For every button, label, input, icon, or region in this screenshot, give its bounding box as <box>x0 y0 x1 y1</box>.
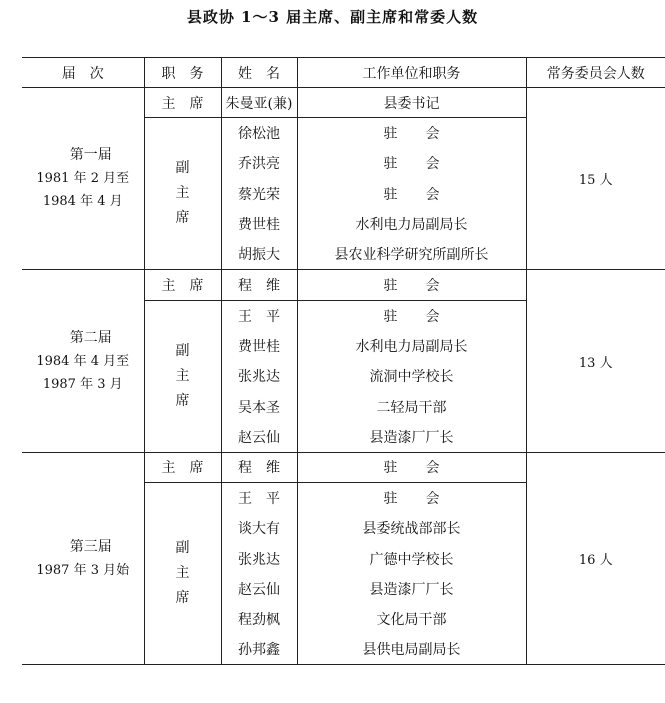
vice-chair-unit: 县委统战部部长 <box>297 513 526 543</box>
table-row <box>22 88 665 118</box>
chair-title: 主 席 <box>144 452 221 482</box>
vice-title-char: 席 <box>175 210 190 227</box>
vice-chair-unit: 水利电力局副局长 <box>297 331 526 361</box>
vice-chair-unit: 水利电力局副局长 <box>297 209 526 239</box>
term-cell <box>22 270 144 452</box>
term-period-start: 1987 年 3 月始 <box>36 562 130 578</box>
term-label: 第一届 <box>69 147 112 164</box>
vice-chair-unit: 文化局干部 <box>297 604 526 634</box>
header-count: 常务委员会人数 <box>526 58 665 88</box>
vice-chair-unit: 县造漆厂厂长 <box>297 422 526 452</box>
chair-title: 主 席 <box>144 88 221 118</box>
vice-chair-name: 王 平 <box>221 300 297 330</box>
vice-chair-name: 孙邦鑫 <box>221 635 297 665</box>
vice-chair-unit: 二轻局干部 <box>297 391 526 421</box>
chair-name: 程 维 <box>221 452 297 482</box>
vice-chair-name: 徐松池 <box>221 118 297 148</box>
vice-chair-name: 程劲枫 <box>221 604 297 634</box>
vice-chair-name: 胡振大 <box>221 239 297 269</box>
vice-chair-unit: 驻 会 <box>297 118 526 148</box>
header-unit: 工作单位和职务 <box>297 58 526 88</box>
vice-chair-unit: 县农业科学研究所副所长 <box>297 239 526 269</box>
term-label: 第二届 <box>69 329 112 346</box>
vice-chair-name: 乔洪亮 <box>221 148 297 178</box>
vice-chair-name: 张兆达 <box>221 543 297 573</box>
committee-count: 15 人 <box>526 88 665 270</box>
vice-chair-unit: 驻 会 <box>297 148 526 178</box>
vice-chair-name: 王 平 <box>221 483 297 513</box>
vice-chair-unit: 县造漆厂厂长 <box>297 574 526 604</box>
header-row <box>22 58 665 88</box>
term-period-start: 1981 年 2 月至 <box>36 171 130 187</box>
term-period-start: 1984 年 4 月至 <box>36 353 130 369</box>
header-position: 职 务 <box>144 58 221 88</box>
vice-chair-name: 谈大有 <box>221 513 297 543</box>
page-title: 县政协 1～3 届主席、副主席和常委人数 <box>186 8 479 26</box>
chair-unit: 县委书记 <box>297 88 526 118</box>
term-label: 第三届 <box>69 538 112 555</box>
term-group-1 <box>22 88 665 270</box>
chair-name: 程 维 <box>221 270 297 300</box>
chair-unit: 驻 会 <box>297 270 526 300</box>
term-period-end: 1984 年 4 月 <box>42 194 123 210</box>
vice-title-char: 席 <box>175 392 190 409</box>
committee-count: 16 人 <box>526 452 665 665</box>
vice-title-char: 席 <box>175 590 190 607</box>
chair-name: 朱曼亚(兼) <box>221 88 297 118</box>
vice-title-char: 副 <box>175 342 190 359</box>
committee-count: 13 人 <box>526 270 665 452</box>
vice-chair-title <box>144 300 221 452</box>
vice-chair-name: 费世桂 <box>221 209 297 239</box>
vice-chair-title <box>144 483 221 665</box>
vice-chair-name: 蔡光荣 <box>221 179 297 209</box>
vice-chair-name: 费世桂 <box>221 331 297 361</box>
vice-title-char: 副 <box>175 160 190 177</box>
vice-chair-unit: 驻 会 <box>297 483 526 513</box>
term-period-end: 1987 年 3 月 <box>42 376 123 392</box>
table-row <box>22 452 665 482</box>
committee-table <box>22 57 665 665</box>
vice-title-char: 主 <box>175 185 190 202</box>
vice-chair-unit: 驻 会 <box>297 179 526 209</box>
header-name: 姓 名 <box>221 58 297 88</box>
table-row <box>22 270 665 300</box>
vice-chair-unit: 广德中学校长 <box>297 543 526 573</box>
vice-chair-name: 张兆达 <box>221 361 297 391</box>
chair-title: 主 席 <box>144 270 221 300</box>
vice-chair-name: 赵云仙 <box>221 574 297 604</box>
term-group-2 <box>22 270 665 452</box>
term-group-3 <box>22 452 665 665</box>
vice-title-char: 主 <box>175 367 190 384</box>
term-cell <box>22 88 144 270</box>
vice-chair-name: 赵云仙 <box>221 422 297 452</box>
header-term: 届 次 <box>22 58 144 88</box>
vice-chair-unit: 流洞中学校长 <box>297 361 526 391</box>
vice-chair-title <box>144 118 221 270</box>
term-cell <box>22 452 144 665</box>
chair-unit: 驻 会 <box>297 452 526 482</box>
vice-chair-name: 吴本圣 <box>221 391 297 421</box>
vice-title-char: 副 <box>175 540 190 557</box>
vice-chair-unit: 驻 会 <box>297 300 526 330</box>
vice-title-char: 主 <box>175 565 190 582</box>
vice-chair-unit: 县供电局副局长 <box>297 635 526 665</box>
